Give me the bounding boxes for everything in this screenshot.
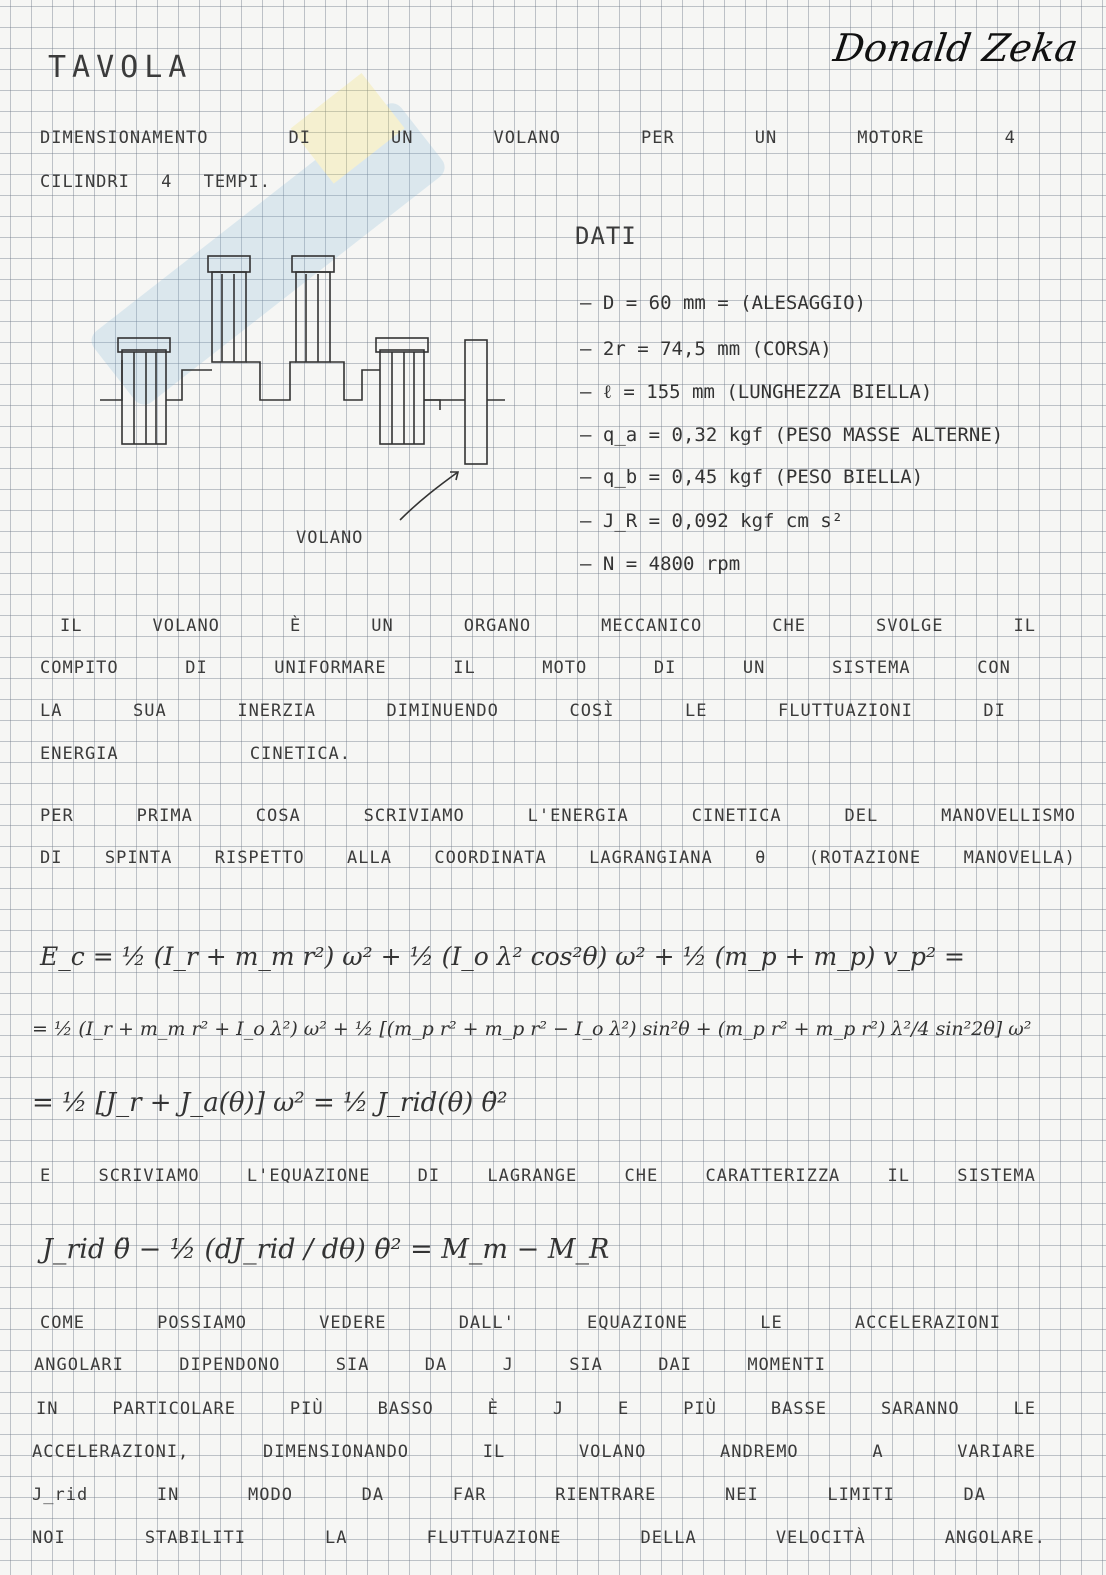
word: DELLA [640,1528,697,1548]
word: ALLA [347,848,392,868]
word: DIPENDONO [179,1355,281,1375]
word: MODO [248,1485,293,1505]
title-word: DIMENSIONAMENTO [40,128,209,148]
paragraph-1-line [60,616,1036,636]
title-word: UN [754,128,778,148]
word: DA [424,1355,448,1375]
word: DALL' [458,1313,515,1333]
word: SCRIVIAMO [98,1166,200,1186]
paragraph-4-line [36,1399,1036,1419]
word: MOTO [542,658,588,678]
paragraph-4-line [34,1355,826,1375]
data-item-rpm: – N = 4800 rpm [580,553,741,575]
word: RIENTRARE [555,1485,657,1505]
word: PIÙ [683,1399,717,1419]
word: E [40,1166,52,1186]
word: IN [36,1399,59,1419]
word: CHE [624,1166,659,1186]
title-word: PER [640,128,675,148]
word: DEL [844,806,879,826]
word: INERZIA [237,701,316,721]
word: LIMITI [827,1485,895,1505]
word: A [872,1442,884,1462]
word: VOLANO [152,616,220,636]
word: DA [361,1485,385,1505]
data-item-rod-weight: – q_b = 0,45 kgf (PESO BIELLA) [580,466,924,488]
word: CARATTERIZZA [705,1166,841,1186]
word: NOI [32,1528,66,1548]
word: DIMENSIONANDO [262,1442,410,1462]
title-word: MOTORE [857,128,925,148]
word: SARANNO [880,1399,960,1419]
word: ENERGIA [40,744,119,764]
paragraph-1-line [40,701,1006,721]
paragraph-4-line [32,1485,986,1505]
word: E [618,1399,630,1419]
word: PRIMA [136,806,193,826]
word: VEDERE [319,1313,387,1333]
word: L'EQUAZIONE [246,1166,371,1186]
word: LAGRANGE [487,1166,578,1186]
word: COSA [255,806,301,826]
word: DIMINUENDO [386,701,499,721]
word: DI [185,658,208,678]
paragraph-1-line [40,744,351,764]
word: SPINTA [104,848,173,868]
word: VARIARE [957,1442,1036,1462]
word: SUA [133,701,167,721]
word: DI [983,701,1006,721]
word: LAGRANGIANA [589,848,713,868]
word: FLUTTUAZIONE [426,1528,562,1548]
word: (ROTAZIONE [808,848,922,868]
word: COMPITO [40,658,119,678]
word: SVOLGE [876,616,944,636]
kinetic-energy-equation-2: = ½ (I_r + m_m r² + I_o λ²) ω² + ½ [(m_p r² + m_p r² − I_o λ²) sin²θ + (m_p r² + m_p r²) λ²/4 sin²2θ] ω² [32,1018,1032,1040]
word: J_rid [32,1485,89,1505]
word: È [289,616,302,636]
word: DI [653,658,677,678]
data-heading: DATI [575,222,637,250]
word: ACCELERAZIONI, [32,1442,190,1462]
word: RISPETTO [214,848,305,868]
word: BASSE [770,1399,828,1419]
word: PARTICOLARE [112,1399,236,1419]
word: COSÌ [569,701,615,721]
word: BASSO [377,1399,434,1419]
paragraph-4-line [32,1528,1046,1548]
word: LE [684,701,708,721]
word: UN [371,616,394,636]
word: CON [977,658,1011,678]
lagrange-equation: J_rid θ̈ − ½ (dJ_rid / dθ) θ̇² = M_m − M_R [42,1234,610,1265]
word: θ [755,848,767,868]
word: CHE [772,616,806,636]
word: SCRIVIAMO [363,806,465,826]
word: ORGANO [463,616,532,636]
data-item-reciprocating-weight: – q_a = 0,32 kgf (PESO MASSE ALTERNE) [580,424,1004,446]
word: MANOVELLISMO [941,806,1076,826]
flywheel-label: VOLANO [296,528,364,548]
word: COORDINATA [434,848,547,868]
word: DAI [658,1355,692,1375]
word: SIA [335,1355,370,1375]
word: VOLANO [578,1442,647,1462]
word: MANOVELLA) [963,848,1076,868]
word: IL [887,1166,911,1186]
word: IL [453,658,476,678]
title-word: DI [288,128,312,148]
word: PIÙ [289,1399,324,1419]
word: IL [60,616,83,636]
data-item-bore: – D = 60 mm = (ALESAGGIO) [580,292,866,314]
word: SISTEMA [957,1166,1036,1186]
word: IN [156,1485,180,1505]
word: DI [40,848,63,868]
paragraph-3-line [40,1166,1036,1186]
title-line-2: CILINDRI 4 TEMPI. [40,172,271,192]
word: ANGOLARE. [944,1528,1046,1548]
title-line-1 [40,128,1016,148]
word: EQUAZIONE [587,1313,689,1333]
crankshaft-diagram [100,250,520,560]
paragraph-4-line [40,1313,1001,1333]
word: STABILITI [144,1528,246,1548]
word: IL [482,1442,506,1462]
kinetic-energy-equation-1: E_c = ½ (I_r + m_m r²) ω² + ½ (I_o λ² cos²θ) ω² + ½ (m_p + m_p) v_p² = [40,942,965,971]
paragraph-2-line [40,848,1076,868]
author-signature: Donald Zeka [831,26,1082,70]
kinetic-energy-equation-3: = ½ [J_r + J_a(θ)] ω² = ½ J_rid(θ) θ̇² [32,1088,508,1118]
word: FLUTTUAZIONI [778,701,913,721]
word: IL [1013,616,1036,636]
word: MOMENTI [747,1355,826,1375]
word: J [502,1355,514,1375]
data-item-stroke: – 2r = 74,5 mm (CORSA) [580,338,832,360]
word: MECCANICO [601,616,703,636]
word: CINETICA [691,806,782,826]
word: SIA [569,1355,603,1375]
word: POSSIAMO [157,1313,247,1333]
title-word: UN [391,128,414,148]
word: SISTEMA [831,658,911,678]
word: ANDREMO [720,1442,799,1462]
data-item-rod-length: – ℓ = 155 mm (LUNGHEZZA BIELLA) [580,381,933,403]
sheet-label: TAVOLA [48,50,193,85]
word: ACCELERAZIONI [854,1313,1001,1333]
word: LE [1013,1399,1036,1419]
word: LE [760,1313,783,1333]
title-word: VOLANO [493,128,561,148]
word: L'ENERGIA [527,806,629,826]
paragraph-2-line [40,806,1076,826]
word: CINETICA. [249,744,352,764]
data-item-inertia: – J_R = 0,092 kgf cm s² [580,510,844,532]
word: UNIFORMARE [274,658,387,678]
word: ANGOLARI [34,1355,124,1375]
word: FAR [452,1485,487,1505]
word: PER [40,806,74,826]
word: LA [325,1528,348,1548]
word: LA [40,701,63,721]
word: NEI [724,1485,759,1505]
word: UN [742,658,766,678]
word: È [487,1399,499,1419]
word: COME [40,1313,85,1333]
paragraph-4-line [32,1442,1036,1462]
word: VELOCITÀ [775,1528,866,1548]
word: J [552,1399,565,1419]
paragraph-1-line [40,658,1011,678]
title-word: 4 [1004,128,1016,148]
word: DI [417,1166,441,1186]
word: DA [963,1485,986,1505]
